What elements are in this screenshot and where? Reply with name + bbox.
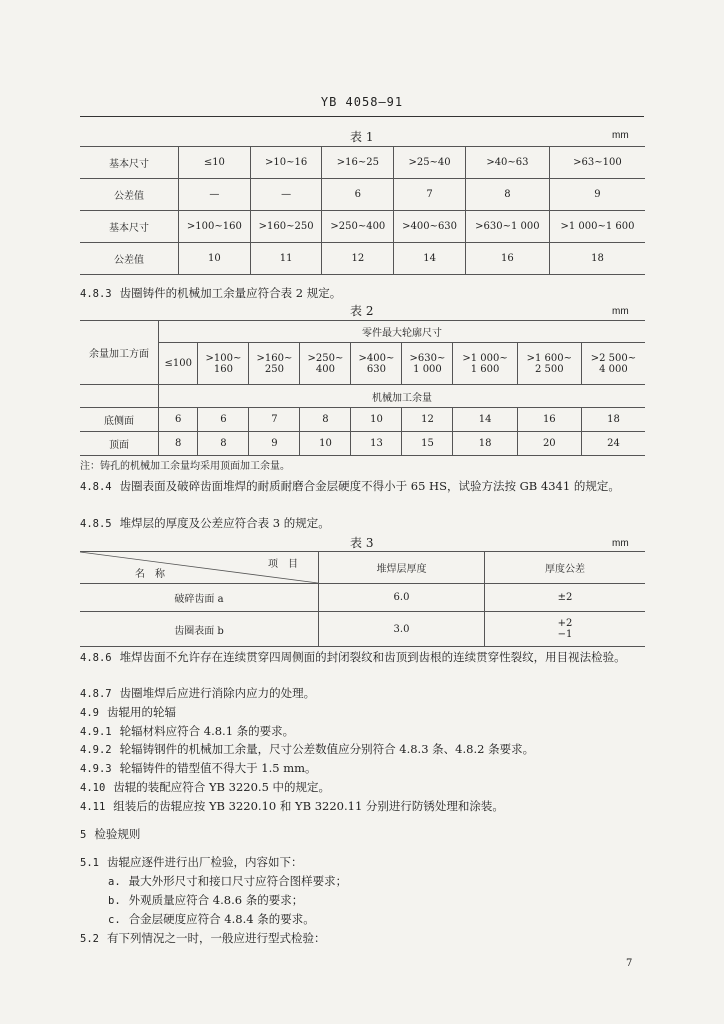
- size-range-label: 630: [366, 363, 386, 375]
- clause-text: 齿辊用的轮辐: [106, 705, 176, 719]
- table-corner-cell: [80, 552, 319, 584]
- table-row: [80, 243, 645, 275]
- table-cell: 基本尺寸: [80, 147, 179, 179]
- list-item-a: [80, 872, 678, 891]
- table-cell: 18: [453, 431, 517, 455]
- table-header-cell: [300, 343, 351, 385]
- clause-4-8-7: [80, 684, 650, 703]
- table-header-cell: [351, 343, 402, 385]
- table-2: [80, 320, 645, 456]
- clause-4-10: [80, 778, 650, 797]
- table-cell: 15: [402, 431, 453, 455]
- table-cell: 9: [249, 431, 300, 455]
- clause-4-9-1: [80, 722, 650, 741]
- list-text: 最大外形尺寸和接口尺寸应符合图样要求；: [128, 874, 348, 888]
- table-cell: 11: [250, 243, 322, 275]
- table-cell: >160~250: [250, 211, 322, 243]
- table-cell: 10: [179, 243, 251, 275]
- table-cell: >400~630: [394, 211, 466, 243]
- clause-number: 4.9.3: [80, 763, 112, 775]
- table-cell: 18: [581, 407, 645, 431]
- table-cell: >40~63: [465, 147, 549, 179]
- table-cell: >10~16: [250, 147, 322, 179]
- clause-number: 4.11: [80, 801, 106, 813]
- table-cell: 20: [517, 431, 581, 455]
- size-range-label: 400: [315, 363, 335, 375]
- size-range-label: ≤100: [164, 358, 192, 370]
- table-cell: ±2: [485, 584, 646, 612]
- table1-caption: 表 1: [350, 130, 374, 144]
- table-row-label: 破碎齿面 a: [80, 584, 319, 612]
- table-cell: 7: [394, 179, 466, 211]
- table-row-label: 顶面: [80, 431, 159, 455]
- list-item-c: [80, 910, 678, 929]
- clause-text: 堆焊层的厚度及公差应符合表 3 的规定。: [119, 516, 330, 530]
- table-row: [80, 147, 645, 179]
- clause-4-8-6: [80, 648, 650, 667]
- table-cell: 8: [198, 431, 249, 455]
- table-cell: >25~40: [394, 147, 466, 179]
- tolerance-upper: +2: [557, 618, 573, 629]
- list-item-b: [80, 891, 678, 910]
- table-cell: 公差值: [80, 179, 179, 211]
- clause-text: 堆焊齿面不允许存在连续贯穿四周侧面的封闭裂纹和齿顶到齿根的连续贯穿性裂纹，用目视法检验。: [119, 650, 626, 664]
- table-cell: 16: [465, 243, 549, 275]
- table-cell: —: [250, 179, 322, 211]
- section-number: 5: [80, 829, 87, 841]
- clause-text: 轮辐铸钢件的机械加工余量，尺寸公差数值应分别符合 4.8.3 条、4.8.2 条要求。: [119, 742, 535, 756]
- table-row: [80, 321, 645, 343]
- list-marker: a.: [108, 876, 121, 888]
- standard-header: YB 4058—91: [320, 95, 404, 109]
- table-header-cell: [453, 343, 517, 385]
- clause-number: 4.8.4: [80, 481, 112, 493]
- tolerance-stack: [558, 618, 573, 640]
- clause-text: 齿圈表面及破碎齿面堆焊的耐质耐磨合金层硬度不得小于 65 HS，试验方法按 GB 4341 的规定。: [119, 479, 620, 493]
- table-header-cell: [581, 343, 645, 385]
- size-range-label: 2 500: [534, 363, 564, 375]
- table-row-label: 齿圈表面 b: [80, 612, 319, 647]
- table-cell: >63~100: [549, 147, 645, 179]
- clause-number: 5.2: [80, 933, 99, 945]
- list-marker: b.: [108, 895, 121, 907]
- table-row: [80, 584, 645, 612]
- clause-text: 齿圈铸件的机械加工余量应符合表 2 规定。: [119, 286, 342, 300]
- list-marker: c.: [108, 914, 121, 926]
- table3-caption: 表 3: [350, 536, 374, 550]
- table-cell: 18: [549, 243, 645, 275]
- table-row: [80, 407, 645, 431]
- table-row: [80, 612, 645, 647]
- table-cell: 8: [300, 407, 351, 431]
- table-cell: 14: [394, 243, 466, 275]
- table-cell: >100~160: [179, 211, 251, 243]
- clause-text: 组装后的齿辊应按 YB 3220.10 和 YB 3220.11 分别进行防锈处理和涂装。: [113, 799, 504, 813]
- size-range-label: >160~: [256, 352, 293, 364]
- clause-number: 4.9: [80, 707, 99, 719]
- clause-4-9: [80, 703, 650, 722]
- tolerance-lower: −1: [557, 629, 573, 640]
- table-header-cell: [249, 343, 300, 385]
- table-cell: 9: [549, 179, 645, 211]
- table-cell: [80, 385, 159, 407]
- table-cell: 12: [402, 407, 453, 431]
- size-range-label: 160: [213, 363, 233, 375]
- table-cell: 13: [351, 431, 402, 455]
- table-header-cell: [159, 343, 198, 385]
- table-header-cell: [402, 343, 453, 385]
- clause-5-2: [80, 929, 650, 948]
- table-cell: >1 000~1 600: [549, 211, 645, 243]
- size-range-label: 4 000: [599, 363, 628, 375]
- table-cell: 10: [351, 407, 402, 431]
- header-rule: [80, 116, 644, 117]
- table-row: [80, 431, 645, 455]
- table-cell: 6: [159, 407, 198, 431]
- size-range-label: >2 500~: [590, 352, 637, 364]
- table-cell: 6.0: [319, 584, 485, 612]
- table-cell: 基本尺寸: [80, 211, 179, 243]
- clause-4-9-3: [80, 759, 650, 778]
- table-header-cell: 堆焊层厚度: [319, 552, 485, 584]
- table-row: [80, 385, 645, 407]
- clause-text: 轮辐材料应符合 4.8.1 条的要求。: [119, 724, 295, 738]
- table2-note: 注：铸孔的机械加工余量均采用顶面加工余量。: [80, 461, 290, 472]
- table-row: [80, 343, 645, 385]
- size-range-label: >400~: [358, 352, 395, 364]
- clause-number: 4.9.1: [80, 726, 112, 738]
- page-number: 7: [626, 958, 633, 969]
- clause-4-8-3: [80, 284, 650, 303]
- clause-number: 4.9.2: [80, 744, 112, 756]
- table-cell: >630~1 000: [465, 211, 549, 243]
- table-row: [80, 552, 645, 584]
- table-cell: >250~400: [322, 211, 394, 243]
- size-range-label: 250: [264, 363, 284, 375]
- table-cell: ≤10: [179, 147, 251, 179]
- size-range-label: 1 000: [413, 363, 442, 375]
- table-cell: 12: [322, 243, 394, 275]
- table-cell: 14: [453, 407, 517, 431]
- table-cell: 10: [300, 431, 351, 455]
- clause-number: 4.8.5: [80, 518, 112, 530]
- table-cell: —: [179, 179, 251, 211]
- table-cell: 6: [198, 407, 249, 431]
- table2-caption: 表 2: [350, 304, 374, 318]
- table1-unit: mm: [612, 130, 629, 141]
- table3-unit: mm: [612, 538, 629, 549]
- clause-text: 齿辊的装配应符合 YB 3220.5 中的规定。: [113, 780, 331, 794]
- table-header-cell: 零件最大轮廓尺寸: [159, 321, 646, 343]
- size-range-label: >100~: [205, 352, 242, 364]
- table-cell: 公差值: [80, 243, 179, 275]
- clause-text: 齿辊应逐件进行出厂检验，内容如下：: [106, 855, 303, 869]
- size-range-label: >1 000~: [462, 352, 508, 364]
- section-5-heading: [80, 825, 650, 844]
- table-cell: 8: [159, 431, 198, 455]
- table-row: [80, 211, 645, 243]
- clause-4-9-2: [80, 740, 650, 759]
- list-text: 外观质量应符合 4.8.6 条的要求；: [128, 893, 304, 907]
- table-cell: 7: [249, 407, 300, 431]
- list-text: 合金层硬度应符合 4.8.4 条的要求。: [128, 912, 315, 926]
- table-cell: 24: [581, 431, 645, 455]
- table-cell: >16~25: [322, 147, 394, 179]
- table-1: [80, 146, 645, 275]
- table-3: [80, 551, 645, 647]
- size-range-label: >250~: [307, 352, 344, 364]
- table-cell: 16: [517, 407, 581, 431]
- clause-number: 4.8.7: [80, 688, 112, 700]
- corner-label-top: 项 目: [268, 559, 298, 570]
- clause-number: 4.8.6: [80, 652, 112, 664]
- size-range-label: 1 600: [470, 363, 500, 375]
- clause-text: 有下列情况之一时，一般应进行型式检验：: [106, 931, 326, 945]
- corner-label-bottom: 名 称: [135, 569, 165, 580]
- table-cell: [485, 612, 646, 647]
- size-range-label: >1 600~: [526, 352, 572, 364]
- clause-number: 4.10: [80, 782, 106, 794]
- clause-4-8-5: [80, 514, 650, 533]
- clause-number: 4.8.3: [80, 288, 112, 300]
- table-cell: 6: [322, 179, 394, 211]
- table-header-cell: [517, 343, 581, 385]
- clause-text: 齿圈堆焊后应进行消除内应力的处理。: [119, 686, 316, 700]
- table-cell: 8: [465, 179, 549, 211]
- size-range-label: >630~: [409, 352, 446, 364]
- section-title: 检验规则: [94, 827, 141, 841]
- table2-unit: mm: [612, 306, 629, 317]
- table-header-cell: [198, 343, 249, 385]
- clause-5-1: [80, 853, 650, 872]
- table-cell: 3.0: [319, 612, 485, 647]
- clause-4-8-4: [80, 477, 650, 496]
- clause-4-11: [80, 797, 650, 816]
- clause-text: 轮辐铸件的错型值不得大于 1.5 mm。: [119, 761, 317, 775]
- table-row: [80, 179, 645, 211]
- table-header-cell: 厚度公差: [485, 552, 646, 584]
- table-header-cell: 机械加工余量: [159, 385, 646, 407]
- clause-number: 5.1: [80, 857, 99, 869]
- table-corner-cell: 余量加工方面: [80, 321, 159, 385]
- table-row-label: 底侧面: [80, 407, 159, 431]
